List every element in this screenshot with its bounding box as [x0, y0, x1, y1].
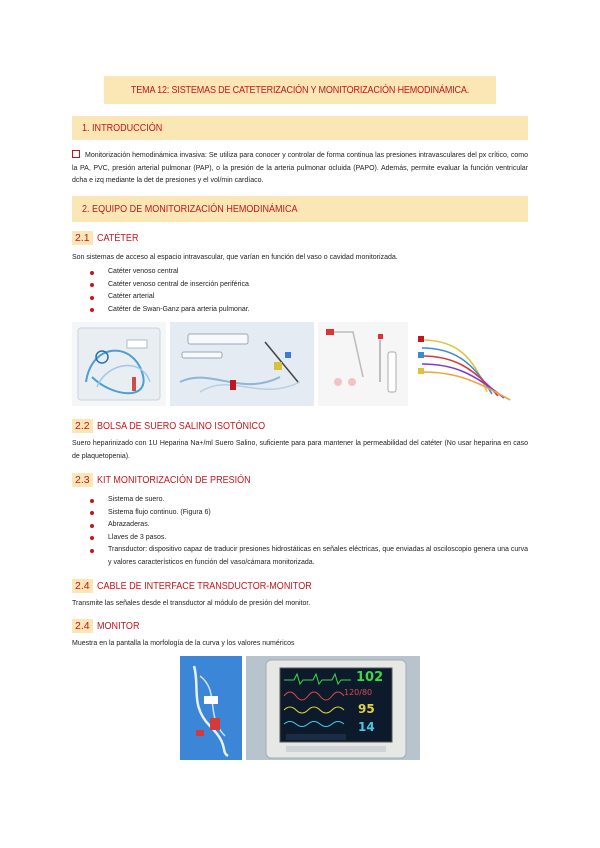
- subsection-number: 2.4: [72, 619, 93, 633]
- catheter-set-image: [170, 322, 314, 406]
- subsection-heading-bolsa: [72, 418, 528, 434]
- list-item: Catéter venoso central: [72, 266, 528, 279]
- list-item-transductor: [72, 544, 528, 569]
- intro-text: Monitorización hemodinámica invasiva: Se utiliza para conocer y controlar de forma continua las presiones intravasculares del px crítico, como la PA, PVC, presión arterial pulmonar (PAP), o la presión de la arteria pulmonar ocluida (PAPO). Además, permite evaluar la función ventricular dcha e izq mediante la det de presiones y el vol/min cardíaco.: [72, 152, 528, 184]
- subsection-heading-cable: [72, 578, 528, 594]
- kit-list: [72, 494, 528, 569]
- list-item: Catéter de Swan-Ganz para arteria pulmonar.: [72, 304, 528, 317]
- section-heading-text: 2. EQUIPO DE MONITORIZACIÓN HEMODINÁMICA: [82, 202, 298, 215]
- subsection-title: BOLSA DE SUERO SALINO ISOTÓNICO: [96, 420, 265, 432]
- monitor-hr-value: 102: [356, 670, 384, 685]
- subsection-heading-kit: [72, 472, 528, 488]
- section-2-3: [72, 472, 528, 569]
- arterial-catheter-image: [318, 322, 408, 406]
- list-item: Abrazaderas.: [72, 519, 528, 532]
- subsection-heading-cateter: [72, 230, 528, 246]
- subsection-title: CATÉTER: [96, 231, 139, 244]
- subsection-number: 2.2: [72, 419, 93, 433]
- monitor-bp-value: 120/80: [344, 688, 373, 697]
- patient-monitor-image: [246, 656, 420, 760]
- catheter-kit-image: [72, 322, 166, 406]
- list-item: Catéter venoso central de inserción periférica: [72, 279, 528, 292]
- document-title: [104, 76, 496, 104]
- cable-text: Transmite las señales desde el transductor al módulo de presión del monitor.: [72, 600, 311, 607]
- swan-ganz-catheter-image: [412, 322, 528, 406]
- cateter-list: [72, 266, 528, 316]
- section-heading-intro: [72, 116, 528, 140]
- section-heading-equipo: [72, 196, 528, 222]
- section-heading-text: 1. INTRODUCCIÓN: [82, 122, 163, 134]
- subsection-number: 2.4: [72, 579, 93, 593]
- pressure-kit-image: [180, 656, 242, 760]
- subsection-heading-monitor: [72, 618, 528, 634]
- list-item: Llaves de 3 pasos.: [72, 532, 528, 545]
- section-2-4-cable: [72, 578, 528, 611]
- checkbox-icon: [72, 150, 80, 158]
- monitor-text: Muestra en la pantalla la morfología de la curva y los valores numéricos: [72, 640, 295, 647]
- monitor-resp-value: 14: [358, 720, 375, 734]
- list-item: Sistema flujo continuo. (Figura 6): [72, 507, 528, 520]
- transductor-text: dispositivo capaz de traducir presiones hidrostáticas en señales eléctricas, que enviadas al osciloscopio genera una curva y valores característicos en función del vaso/cámara monitorizada.: [108, 546, 529, 566]
- bolsa-text: Suero heparinizado con 1U Heparina Na+/ml Suero Salino, suficiente para para mantener la permeabilidad del catéter (No usar heparina en caso de plaquetopenia).: [72, 440, 528, 460]
- subsection-number: 2.3: [72, 473, 93, 487]
- subsection-title: CABLE DE INTERFACE TRANSDUCTOR-MONITOR: [96, 580, 312, 592]
- document-page: [72, 76, 528, 316]
- list-item: Catéter arterial: [72, 291, 528, 304]
- cateter-text: Son sistemas de acceso al espacio intravascular, que varían en función del vaso o cavidad monitorizada.: [72, 253, 398, 261]
- subsection-title: KIT MONITORIZACIÓN DE PRESIÓN: [96, 474, 251, 486]
- intro-paragraph: [72, 150, 528, 188]
- subsection-number: 2.1: [72, 231, 93, 245]
- monitor-spo2-value: 95: [358, 702, 375, 716]
- title-text: TEMA 12: SISTEMAS DE CATETERIZACIÓN Y MONITORIZACIÓN HEMODINÁMICA.: [130, 84, 470, 96]
- list-item: Sistema de suero.: [72, 494, 528, 507]
- section-2-4-monitor: [72, 618, 528, 651]
- subsection-title: MONITOR: [96, 620, 140, 632]
- transductor-label: Transductor:: [108, 546, 148, 553]
- section-2-2: [72, 418, 528, 463]
